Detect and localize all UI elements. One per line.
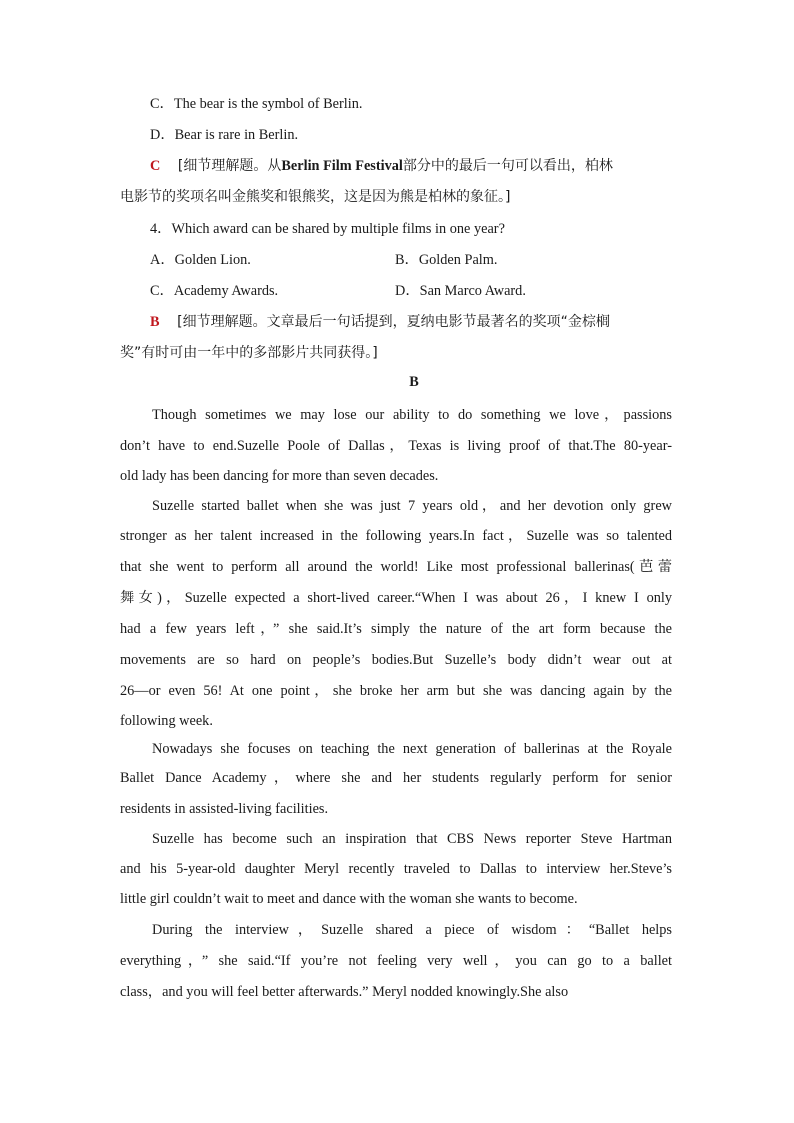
passage-line: had a few years left，” she said.It’s simply the nature of the art form because the [120, 621, 672, 637]
passage-line: old lady has been dancing for more than seven decades. [120, 468, 439, 484]
passage-line: residents in assisted-living facilities. [120, 801, 329, 817]
question-stem: 4．Which award can be shared by multiple films in one year? [150, 221, 505, 237]
passage-line: Nowadays she focuses on teaching the next generation of ballerinas at the Royale [152, 741, 672, 757]
option-d: D．San Marco Award. [395, 283, 526, 299]
passage-line: class，and you will feel better afterwards.” Meryl nodded knowingly.She also [120, 984, 569, 1000]
explanation-text: 电影节的奖项名叫金熊奖和银熊奖，这是因为熊是柏林的象征。] [120, 189, 511, 205]
answer-letter: B [150, 314, 160, 330]
section-heading: B [409, 374, 419, 390]
option-c: C．Academy Awards. [150, 283, 279, 299]
passage-line: following week. [120, 713, 213, 729]
passage-line: Suzelle started ballet when she was just 7 years old，and her devotion only grew [152, 498, 672, 514]
passage-line: Though sometimes we may lose our ability to do something we love，passions [152, 407, 672, 423]
option-d: D．Bear is rare in Berlin. [150, 127, 299, 143]
option-c: C．The bear is the symbol of Berlin. [150, 96, 363, 112]
passage-line: During the interview，Suzelle shared a piece of wisdom：“Ballet helps [152, 922, 672, 938]
passage-line: everything，” she said.“If you’re not feeling very well，you can go to a ballet [120, 953, 672, 969]
passage-line: don’t have to end.Suzelle Poole of Dallas，Texas is living proof of that.The 80-year- [120, 438, 672, 454]
passage-line: Suzelle has become such an inspiration that CBS News reporter Steve Hartman [152, 831, 672, 847]
explanation-text: 奖”有时可由一年中的多部影片共同获得。] [120, 345, 378, 361]
explanation-text: [细节理解题。文章最后一句话提到，夏纳电影节最著名的奖项“金棕榈 [177, 314, 610, 330]
explanation-bold-term: Berlin Film Festival [281, 158, 403, 174]
passage-line: stronger as her talent increased in the following years.In fact，Suzelle was so talented [120, 528, 672, 544]
answer-letter: C [150, 158, 161, 174]
option-b: B．Golden Palm. [395, 252, 498, 268]
passage-line: and his 5-year-old daughter Meryl recently traveled to Dallas to interview her.Steve’s [120, 861, 672, 877]
passage-line: 舞女)，Suzelle expected a short-lived career.“When I was about 26，I knew I only [120, 590, 672, 606]
passage-line: Ballet Dance Academy，where she and her students regularly perform for senior [120, 770, 672, 786]
explanation-text: [细节理解题。从 [177, 158, 282, 174]
option-a: A．Golden Lion. [150, 252, 251, 268]
passage-line: movements are so hard on people’s bodies.But Suzelle’s body didn’t wear out at [120, 652, 672, 668]
passage-line: 26—or even 56! At one point，she broke her arm but she was dancing again by the [120, 683, 672, 699]
explanation-text: 部分中的最后一句可以看出，柏林 [402, 158, 613, 174]
passage-line: little girl couldn’t wait to meet and dance with the woman she wants to become. [120, 891, 578, 907]
passage-line: that she went to perform all around the world! Like most professional ballerinas(芭蕾 [120, 559, 672, 575]
